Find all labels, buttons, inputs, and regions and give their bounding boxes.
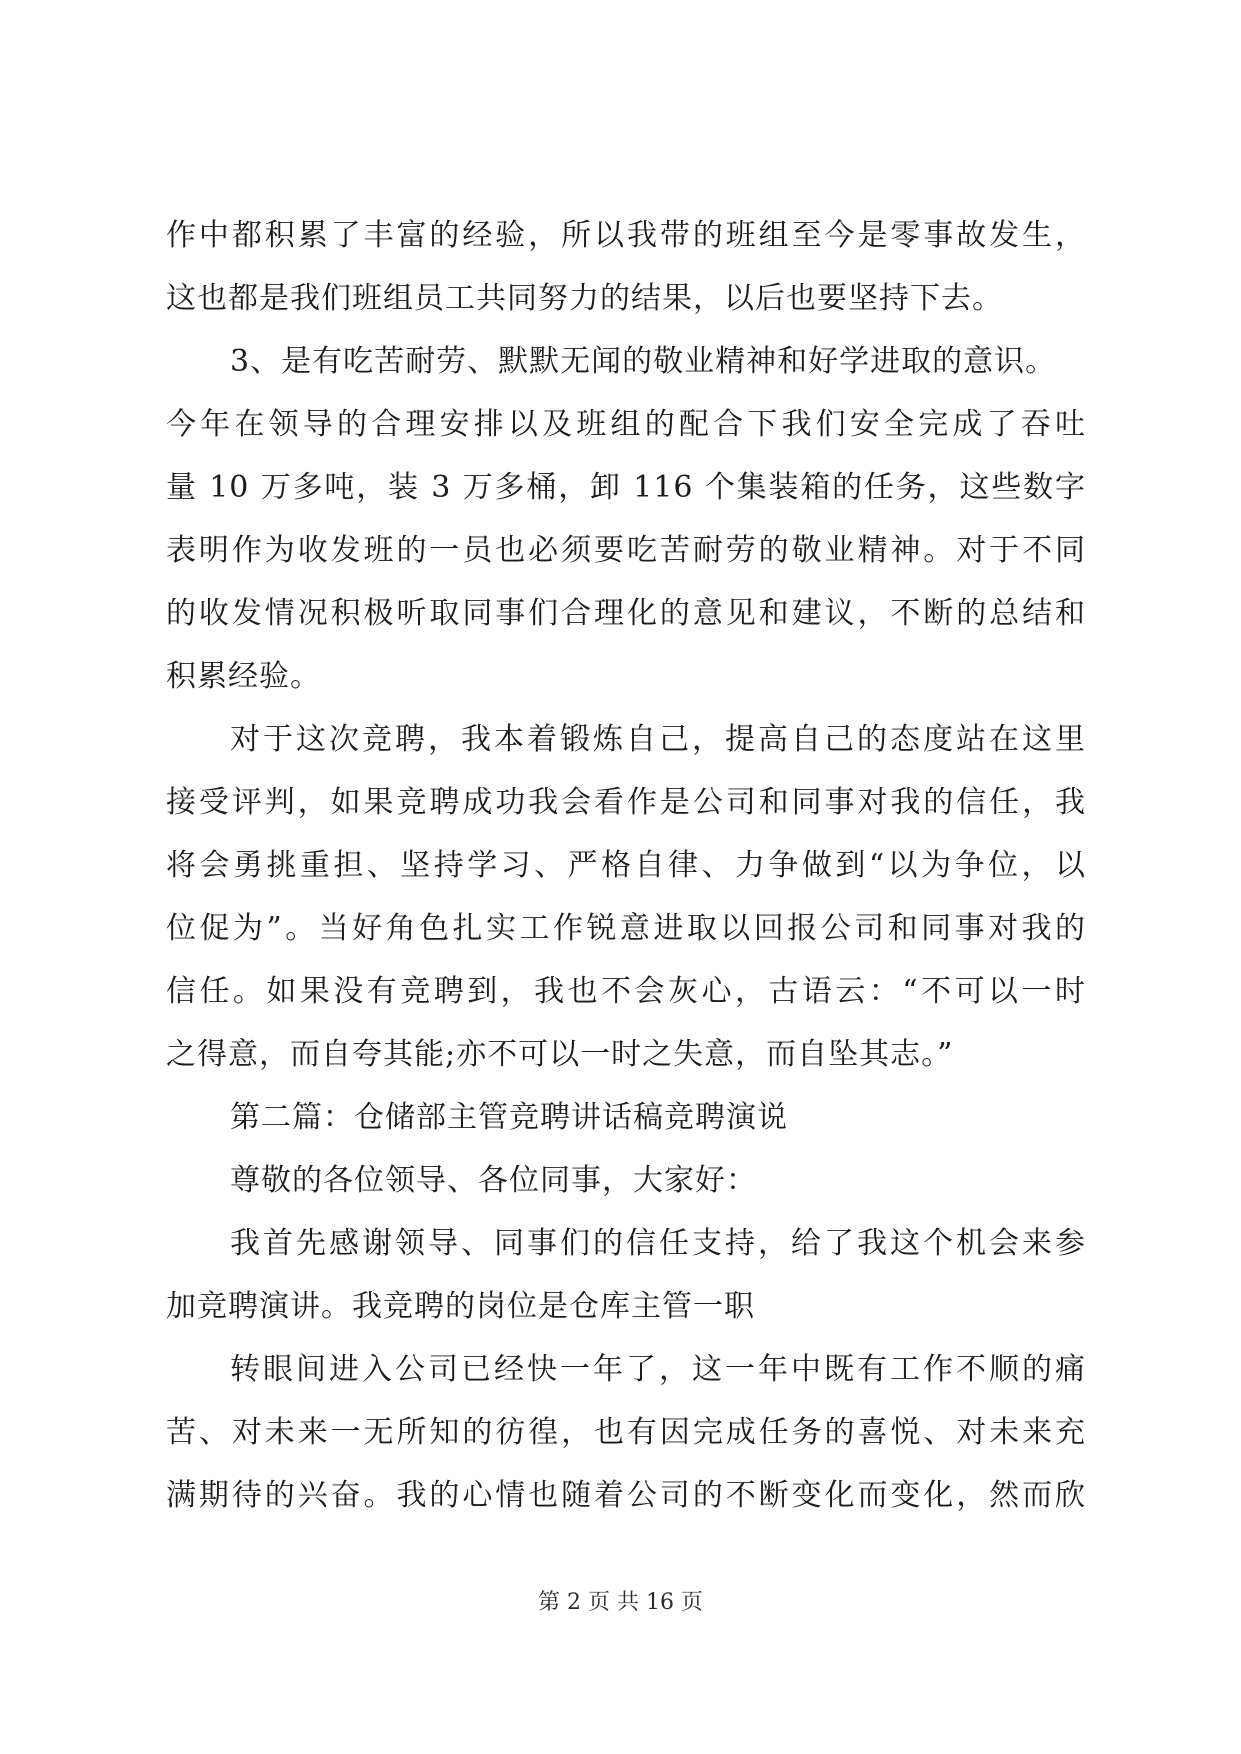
text-line: 接受评判，如果竞聘成功我会看作是公司和同事对我的信任，我 bbox=[166, 785, 1086, 820]
text-line: 表明作为收发班的一员也必须要吃苦耐劳的敬业精神。对于不同 bbox=[166, 533, 1086, 568]
page-number-footer: 第 2 页 共 16 页 bbox=[538, 1590, 703, 1615]
text-line: 作中都积累了丰富的经验，所以我带的班组至今是零事故发生， bbox=[166, 218, 1086, 253]
text-line: 转眼间进入公司已经快一年了，这一年中既有工作不顺的痛 bbox=[230, 1352, 1086, 1387]
text-line: 将会勇挑重担、坚持学习、严格自律、力争做到“以为争位，以 bbox=[166, 848, 1086, 883]
text-line: 我首先感谢领导、同事们的信任支持，给了我这个机会来参 bbox=[230, 1226, 1086, 1261]
section-heading: 第二篇：仓储部主管竞聘讲话稿竞聘演说 bbox=[230, 1100, 788, 1135]
text-line: 加竞聘演讲。我竞聘的岗位是仓库主管一职 bbox=[166, 1289, 755, 1324]
text-line: 位促为”。当好角色扎实工作锐意进取以回报公司和同事对我的 bbox=[166, 911, 1086, 946]
text-line: 的收发情况积极听取同事们合理化的意见和建议，不断的总结和 bbox=[166, 596, 1086, 631]
text-line: 积累经验。 bbox=[166, 659, 321, 694]
text-line: 这也都是我们班组员工共同努力的结果，以后也要坚持下去。 bbox=[166, 281, 1003, 316]
salutation: 尊敬的各位领导、各位同事，大家好： bbox=[230, 1163, 757, 1198]
document-body bbox=[166, 204, 1086, 1527]
text-line: 3、是有吃苦耐劳、默默无闻的敬业精神和好学进取的意识。 bbox=[230, 344, 1057, 379]
text-line: 信任。如果没有竞聘到，我也不会灰心，古语云：“不可以一时 bbox=[166, 974, 1086, 1009]
text-line: 今年在领导的合理安排以及班组的配合下我们安全完成了吞吐 bbox=[166, 407, 1086, 442]
text-line: 苦、对未来一无所知的彷徨，也有因完成任务的喜悦、对未来充 bbox=[166, 1415, 1086, 1450]
text-line: 之得意，而自夸其能;亦不可以一时之失意，而自坠其志。” bbox=[166, 1037, 954, 1072]
text-line: 量 10 万多吨，装 3 万多桶，卸 116 个集装箱的任务，这些数字 bbox=[166, 470, 1086, 505]
text-line: 对于这次竞聘，我本着锻炼自己，提高自己的态度站在这里 bbox=[230, 722, 1086, 757]
text-line: 满期待的兴奋。我的心情也随着公司的不断变化而变化，然而欣 bbox=[166, 1478, 1086, 1513]
